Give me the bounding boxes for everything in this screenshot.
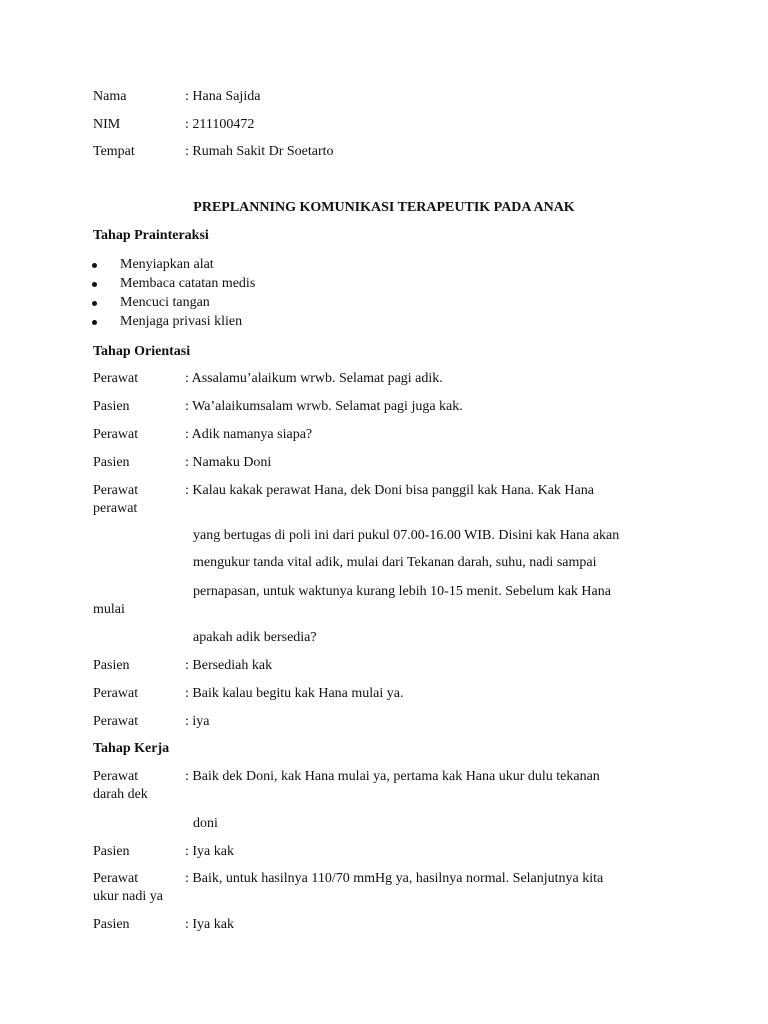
dialogue-text: : Namaku Doni <box>185 455 272 470</box>
continuation-text: pernapasan, untuk waktunya kurang lebih 10-15 menit. Sebelum kak Hana <box>193 584 611 599</box>
nama-value: : Hana Sajida <box>185 89 261 104</box>
list-item: Mencuci tangan <box>120 295 210 310</box>
section-heading-orientasi: Tahap Orientasi <box>93 344 191 359</box>
continuation-text: apakah adik bersedia? <box>193 630 317 645</box>
speaker-label: Perawat <box>93 427 139 442</box>
speaker-label: Pasien <box>93 844 130 859</box>
dialogue-text: : Wa’alaikumsalam wrwb. Selamat pagi juga kak. <box>185 399 463 414</box>
dialogue-text: : Baik, untuk hasilnya 110/70 mmHg ya, hasilnya normal. Selanjutnya kita <box>185 871 604 886</box>
list-item: Menjaga privasi klien <box>120 314 243 329</box>
list-item: Menyiapkan alat <box>120 257 214 272</box>
dialogue-text: : Iya kak <box>185 844 234 859</box>
list-item: Membaca catatan medis <box>120 276 256 291</box>
tempat-value: : Rumah Sakit Dr Soetarto <box>185 144 334 159</box>
nim-value: : 211100472 <box>185 117 255 132</box>
speaker-label: Perawat <box>93 769 139 784</box>
dialogue-text: : Baik dek Doni, kak Hana mulai ya, pertama kak Hana ukur dulu tekanan <box>185 769 600 784</box>
bullet-icon <box>92 282 97 287</box>
dialogue-text: : Kalau kakak perawat Hana, dek Doni bisa panggil kak Hana. Kak Hana <box>185 483 594 498</box>
wrapped-text: mulai <box>93 602 125 617</box>
speaker-label: Pasien <box>93 658 130 673</box>
speaker-label: Pasien <box>93 455 130 470</box>
speaker-label: Perawat <box>93 871 139 886</box>
wrapped-text: darah dek <box>93 787 148 802</box>
tempat-label: Tempat <box>93 144 135 159</box>
bullet-icon <box>92 320 97 325</box>
continuation-text: yang bertugas di poli ini dari pukul 07.00-16.00 WIB. Disini kak Hana akan <box>193 528 620 543</box>
document-title: PREPLANNING KOMUNIKASI TERAPEUTIK PADA ANAK <box>193 200 575 215</box>
speaker-label: Perawat <box>93 686 139 701</box>
dialogue-text: : Adik namanya siapa? <box>185 427 313 442</box>
speaker-label: Pasien <box>93 917 130 932</box>
bullet-icon <box>92 263 97 268</box>
wrapped-text: perawat <box>93 501 138 516</box>
speaker-label: Perawat <box>93 714 139 729</box>
nim-label: NIM <box>93 117 121 132</box>
speaker-label: Pasien <box>93 399 130 414</box>
dialogue-text: : Bersediah kak <box>185 658 273 673</box>
continuation-text: mengukur tanda vital adik, mulai dari Tekanan darah, suhu, nadi sampai <box>193 555 597 570</box>
bullet-icon <box>92 301 97 306</box>
nama-label: Nama <box>93 89 127 104</box>
dialogue-text: : iya <box>185 714 210 729</box>
continuation-text: doni <box>193 816 218 831</box>
wrapped-text: ukur nadi ya <box>93 889 163 904</box>
speaker-label: Perawat <box>93 483 139 498</box>
dialogue-text: : Assalamu’alaikum wrwb. Selamat pagi adik. <box>185 371 443 386</box>
dialogue-text: : Iya kak <box>185 917 234 932</box>
section-heading-prainteraksi: Tahap Prainteraksi <box>93 228 209 243</box>
dialogue-text: : Baik kalau begitu kak Hana mulai ya. <box>185 686 404 701</box>
section-heading-kerja: Tahap Kerja <box>93 741 170 756</box>
speaker-label: Perawat <box>93 371 139 386</box>
